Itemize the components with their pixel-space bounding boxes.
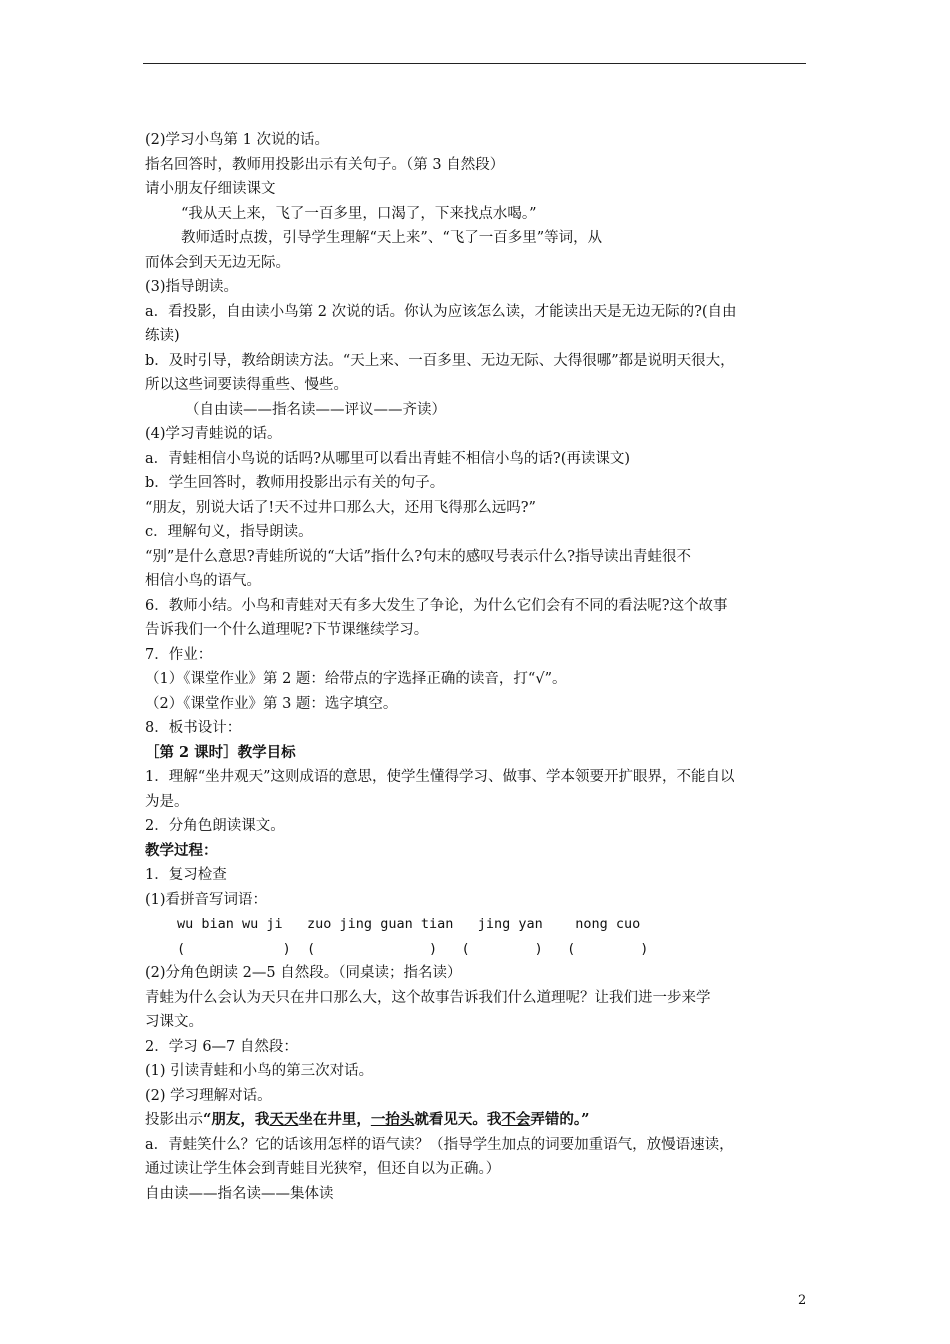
text-line: 为是。 <box>145 793 189 810</box>
projection-underline-1: 天天 <box>269 1111 299 1128</box>
pinyin-line: wu bian wu ji zuo jing guan tian jing yan nong cuo <box>177 916 641 932</box>
text-line: （自由读——指名读——评议——齐读） <box>185 401 446 418</box>
section-heading: 教学过程： <box>145 841 218 859</box>
text-line: 8．板书设计： <box>145 720 242 736</box>
text-line: (3)指导朗读。 <box>145 279 239 295</box>
text-line: (1) 引读青蛙和小鸟的第三次对话。 <box>145 1063 374 1079</box>
text-line: 而体会到天无边无际。 <box>145 254 290 271</box>
projection-underline-3: 不会 <box>501 1111 531 1128</box>
section-heading: ［第 2 课时］教学目标 <box>145 743 296 761</box>
text-line: (1)看拼音写词语： <box>145 891 268 908</box>
text-line: 2．分角色朗读课文。 <box>145 818 285 834</box>
text-line: 告诉我们一个什么道理呢?下节课继续学习。 <box>145 622 429 638</box>
text-line: （2）《课堂作业》第 3 题：选字填空。 <box>145 695 398 712</box>
projection-quote-1: “朋友，我 <box>203 1111 270 1128</box>
text-line: 6．教师小结。小鸟和青蛙对天有多大发生了争论，为什么它们会有不同的看法呢?这个故事 <box>145 597 728 614</box>
text-line: (2)分角色朗读 2—5 自然段。（同桌读；指名读） <box>145 965 462 981</box>
projection-quote-4: 弄错的。” <box>530 1111 590 1128</box>
document-body <box>145 128 808 1206</box>
text-line: 通过读让学生体会到青蛙目光狭窄，但还自以为正确。） <box>145 1161 501 1177</box>
text-line: b．及时引导，教给朗读方法。“天上来、一百多里、无边无际、大得很哪”都是说明天很大， <box>145 352 735 369</box>
header-rule <box>143 63 806 64</box>
text-line: a．青蛙笑什么？它的话该用怎样的语气读？（指导学生加点的词要加重语气，放慢语速读， <box>145 1136 734 1153</box>
text-line: 7．作业： <box>145 646 213 663</box>
projection-prefix: 投影出示 <box>145 1112 203 1128</box>
text-line: 2．学习 6—7 自然段： <box>145 1038 298 1055</box>
text-line: 自由读——指名读——集体读 <box>145 1185 334 1202</box>
projection-line <box>145 1108 808 1133</box>
text-line: (2)学习小鸟第 1 次说的话。 <box>145 132 329 148</box>
text-line: 教师适时点拨，引导学生理解“天上来”、“飞了一百多里”等词，从 <box>181 230 603 246</box>
text-line: 1．理解“坐井观天”这则成语的意思，使学生懂得学习、做事、学本领要开扩眼界，不能自以 <box>145 769 735 785</box>
text-line: (4)学习青蛙说的话。 <box>145 426 282 442</box>
text-line: 请小朋友仔细读课文 <box>145 181 276 197</box>
blanks-line: ( ) ( ) ( ) ( ) <box>177 940 649 957</box>
text-line: c．理解句义，指导朗读。 <box>145 524 313 540</box>
text-line: (2) 学习理解对话。 <box>145 1087 272 1104</box>
text-line: b．学生回答时，教师用投影出示有关的句子。 <box>145 475 445 491</box>
text-line: 1．复习检查 <box>145 867 227 883</box>
text-line: 习课文。 <box>145 1014 203 1030</box>
projection-quote-2: 坐在井里， <box>298 1111 371 1128</box>
text-line: 练读) <box>145 328 180 344</box>
text-line: 所以这些词要读得重些、慢些。 <box>145 377 348 393</box>
quote-line: “我从天上来，飞了一百多里，口渴了，下来找点水喝。” <box>181 205 537 222</box>
text-line: a．看投影，自由读小鸟第 2 次说的话。你认为应该怎么读，才能读出天是无边无际的?(自由 <box>145 303 737 320</box>
quote-line: “朋友，别说大话了!天不过井口那么大，还用飞得那么远吗?” <box>145 499 536 516</box>
text-line: 相信小鸟的语气。 <box>145 573 261 589</box>
text-line: 指名回答时，教师用投影出示有关句子。（第 3 自然段） <box>145 156 505 173</box>
text-line: a．青蛙相信小鸟说的话吗?从哪里可以看出青蛙不相信小鸟的话?(再读课文) <box>145 450 631 467</box>
text-line: 青蛙为什么会认为天只在井口那么大，这个故事告诉我们什么道理呢？让我们进一步来学 <box>145 989 711 1006</box>
projection-underline-2: 一抬头 <box>370 1111 415 1128</box>
page-number: 2 <box>798 1293 807 1308</box>
projection-quote-3: 就看见天。我 <box>414 1111 502 1128</box>
text-line: （1）《课堂作业》第 2 题：给带点的字选择正确的读音，打“√”。 <box>145 671 567 687</box>
text-line: “别”是什么意思?青蛙所说的“大话”指什么?句末的感叹号表示什么?指导读出青蛙很不 <box>145 548 691 565</box>
